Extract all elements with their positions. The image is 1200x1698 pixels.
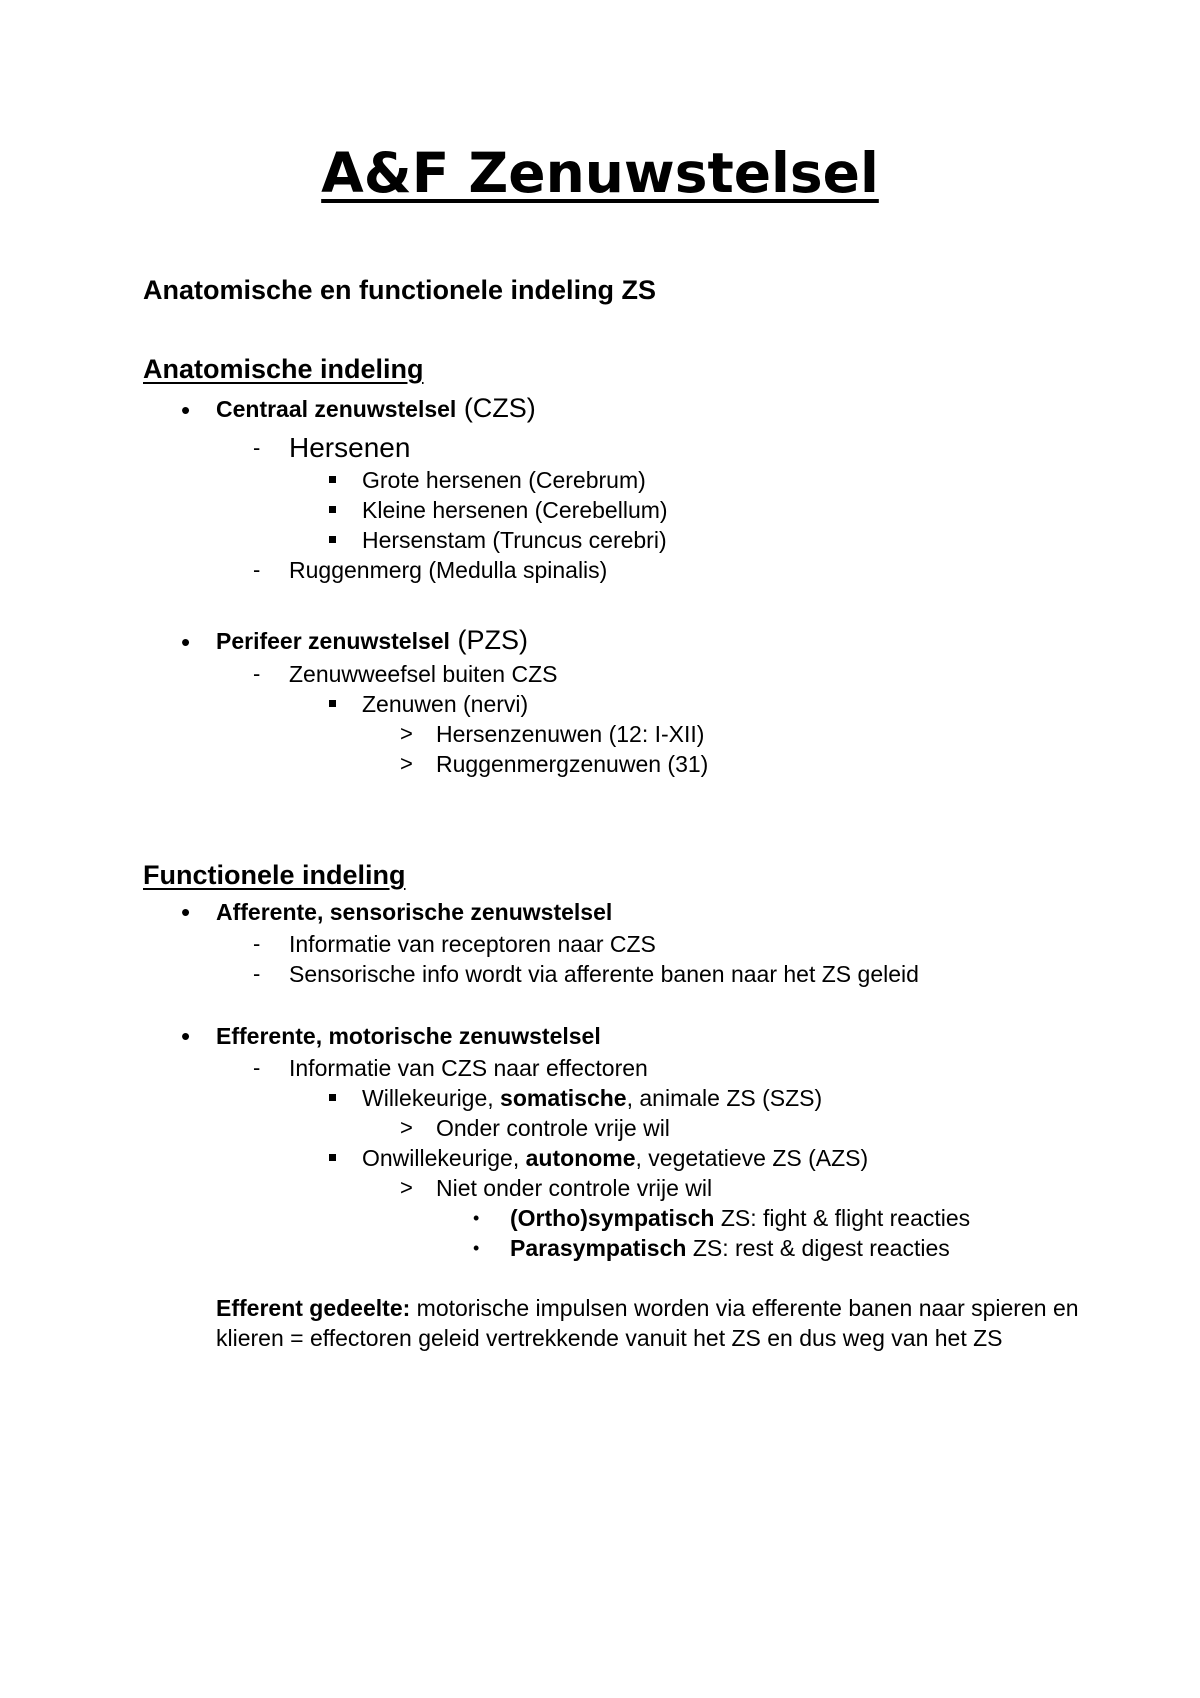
item-hersenen: Hersenen <box>289 432 411 463</box>
arrow-bullet-icon: > <box>400 1175 413 1200</box>
item-hersenstam: Hersenstam (Truncus cerebri) <box>362 527 667 553</box>
item-parasympatisch: Parasympatisch ZS: rest & digest reacties <box>510 1235 950 1261</box>
document-title: A&F Zenuwstelsel <box>321 141 879 205</box>
dot-bullet-icon: • <box>473 1238 480 1258</box>
item-hersenzenuwen: Hersenzenuwen (12: I-XII) <box>436 721 705 747</box>
note-efferent-line-1: Efferent gedeelte: motorische impulsen worden via efferente banen naar spieren en <box>216 1295 1079 1321</box>
item-afferent: Afferente, sensorische zenuwstelsel <box>216 899 613 925</box>
square-bullet-icon <box>329 506 336 513</box>
item-afferent-banen: Sensorische info wordt via afferente banen naar het ZS geleid <box>289 961 919 987</box>
item-ruggenmergzenuwen: Ruggenmergzenuwen (31) <box>436 751 709 777</box>
dash-icon: - <box>253 661 261 686</box>
arrow-bullet-icon: > <box>400 1115 413 1140</box>
heading-functionele-indeling: Functionele indeling <box>143 860 406 890</box>
square-bullet-icon <box>329 536 336 543</box>
item-onder-controle: Onder controle vrije wil <box>436 1115 670 1141</box>
subtitle: Anatomische en functionele indeling ZS <box>143 275 657 305</box>
square-bullet-icon <box>329 476 336 483</box>
dash-icon: - <box>253 1055 261 1080</box>
item-niet-onder-controle: Niet onder controle vrije wil <box>436 1175 713 1201</box>
item-onwillekeurig: Onwillekeurige, autonome, vegetatieve ZS (AZS) <box>362 1145 869 1171</box>
dash-icon: - <box>253 961 261 986</box>
square-bullet-icon <box>329 700 336 707</box>
item-efferent: Efferente, motorische zenuwstelsel <box>216 1023 601 1049</box>
item-grote-hersenen: Grote hersenen (Cerebrum) <box>362 467 646 493</box>
arrow-bullet-icon: > <box>400 721 413 746</box>
dash-icon: - <box>253 557 261 582</box>
note-efferent-line-2: klieren = effectoren geleid vertrekkende vanuit het ZS en dus weg van het ZS <box>216 1325 1003 1351</box>
dash-icon: - <box>253 435 261 460</box>
bullet-icon: • <box>181 627 191 657</box>
square-bullet-icon <box>329 1154 336 1161</box>
square-bullet-icon <box>329 1094 336 1101</box>
item-ruggenmerg: Ruggenmerg (Medulla spinalis) <box>289 557 608 583</box>
dot-bullet-icon: • <box>473 1208 480 1228</box>
dash-icon: - <box>253 931 261 956</box>
heading-anatomische-indeling: Anatomische indeling <box>143 354 424 384</box>
arrow-bullet-icon: > <box>400 751 413 776</box>
item-czs: Centraal zenuwstelsel (CZS) <box>216 393 536 423</box>
item-zenuwweefsel: Zenuwweefsel buiten CZS <box>289 661 558 687</box>
item-efferent-info: Informatie van CZS naar effectoren <box>289 1055 648 1081</box>
bullet-icon: • <box>181 897 191 927</box>
item-pzs: Perifeer zenuwstelsel (PZS) <box>216 625 528 655</box>
item-orthosympatisch: (Ortho)sympatisch ZS: fight & flight reacties <box>510 1205 971 1231</box>
item-afferent-info: Informatie van receptoren naar CZS <box>289 931 656 957</box>
bullet-icon: • <box>181 1021 191 1051</box>
bullet-icon: • <box>181 395 191 425</box>
item-willekeurig: Willekeurige, somatische, animale ZS (SZS) <box>362 1085 823 1111</box>
item-zenuwen: Zenuwen (nervi) <box>362 691 529 717</box>
item-kleine-hersenen: Kleine hersenen (Cerebellum) <box>362 497 668 523</box>
